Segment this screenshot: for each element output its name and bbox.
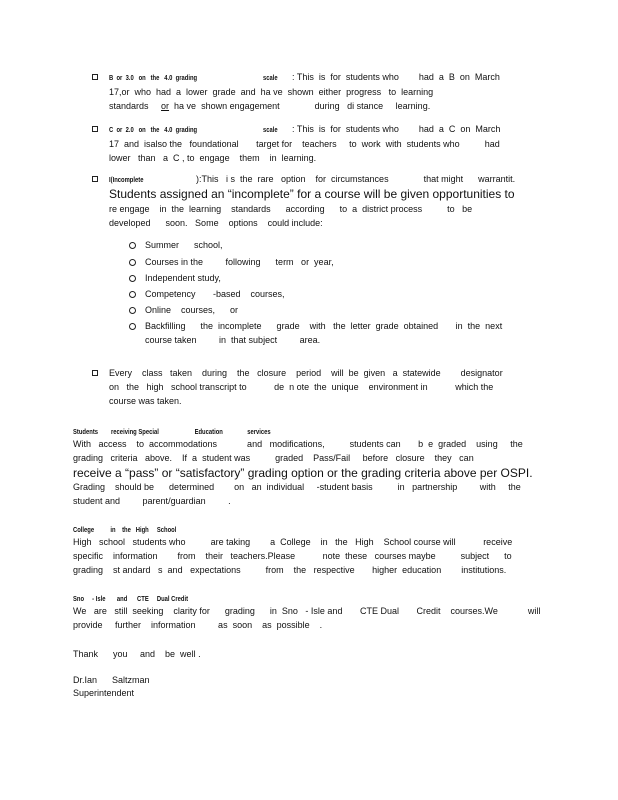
option-item: Courses in the following term or year, — [145, 257, 334, 267]
option-item: Competency -based courses, — [145, 289, 285, 299]
bullet-large-text-line: Students assigned an “incomplete” for a course will be given opportunities to — [109, 187, 515, 201]
circle-bullet-icon — [129, 323, 136, 330]
square-bullet-icon — [92, 370, 98, 376]
square-bullet-icon — [92, 176, 98, 182]
bullet-text-segment: standards — [109, 101, 162, 111]
option-item: Summer school, — [145, 240, 223, 250]
circle-bullet-icon — [129, 307, 136, 314]
section-heading: Students receiving Special Education services — [73, 427, 271, 436]
bullet-term: B or 3.0 on the 4.0 grading — [109, 73, 198, 82]
option-item: Independent study, — [145, 273, 221, 283]
section-text-line: grading st andard s and expectations from the respective higher education institutions. — [73, 565, 507, 575]
section-text-line: High school students who are taking a College in the High School course will receive — [73, 537, 513, 547]
circle-bullet-icon — [129, 275, 136, 282]
bullet-text-line: lower than a C , to engage them in learning. — [109, 153, 317, 163]
bullet-text-line: ):This i s the rare option for circumstances that might warrantit. — [196, 174, 516, 184]
section-heading: College in the High School — [73, 525, 177, 534]
circle-bullet-icon — [129, 291, 136, 298]
option-item: Backfilling the incomplete grade with the letter grade obtained in the next — [145, 321, 503, 331]
bullet-text-line: : This is for students who had a B on March — [292, 72, 500, 82]
section-text-line: specific information from their teachers.Please note these courses maybe subject to — [73, 551, 512, 561]
section-text-line: provide further information as soon as possible . — [73, 620, 323, 630]
signature-name: Dr.Ian Saltzman — [73, 675, 150, 685]
section-text-line: student and parent/guardian . — [73, 496, 231, 506]
section-text-line: With access to accommodations and modifications, students can b e graded using the — [73, 439, 523, 449]
bullet-term: I(Incomplete — [109, 175, 144, 184]
bullet-text-line — [109, 101, 430, 112]
bullet-text-line: 17 and isalso the foundational target for teachers to work with students who had — [109, 139, 500, 149]
option-item: Online courses, or — [145, 305, 239, 315]
section-text-line: Grading should be determined on an individual -student basis in partnership with the — [73, 482, 521, 492]
bullet-term-tail: scale — [263, 73, 278, 82]
section-text-line: We are still seeking clarity for grading in Sno - Isle and CTE Dual Credit courses.We will — [73, 606, 541, 616]
option-item-continuation: course taken in that subject area. — [145, 335, 321, 345]
section-large-text-line: receive a “pass” or “satisfactory” grading option or the grading criteria above per OSPI. — [73, 466, 533, 480]
bullet-text-segment: ha ve shown engagement during di stance learning. — [169, 101, 431, 111]
bullet-term: C or 2.0 on the 4.0 grading — [109, 125, 198, 134]
circle-bullet-icon — [129, 259, 136, 266]
section-text-line: grading criteria above. If a student was graded Pass/Fail before closure they can — [73, 453, 474, 463]
section-heading: Sno - Isle and CTE Dual Credit — [73, 594, 189, 603]
bullet-text-line: re engage in the learning standards according to a district process to be — [109, 204, 473, 214]
bullet-text-line: course was taken. — [109, 396, 182, 406]
circle-bullet-icon — [129, 242, 136, 249]
closing-line: Thank you and be well . — [73, 649, 201, 659]
square-bullet-icon — [92, 126, 98, 132]
bullet-text-line: developed soon. Some options could include: — [109, 218, 323, 228]
bullet-text-line: 17,or who had a lower grade and ha ve shown either progress to learning — [109, 87, 434, 97]
bullet-text-line: Every class taken during the closure period will be given a statewide designator — [109, 368, 503, 378]
bullet-text-line: : This is for students who had a C on March — [292, 124, 501, 134]
bullet-term-tail: scale — [263, 125, 278, 134]
bullet-text-line: on the high school transcript to de n ote the unique environment in which the — [109, 382, 494, 392]
signature-title: Superintendent — [73, 688, 135, 698]
underlined-word: or — [161, 101, 170, 111]
square-bullet-icon — [92, 74, 98, 80]
